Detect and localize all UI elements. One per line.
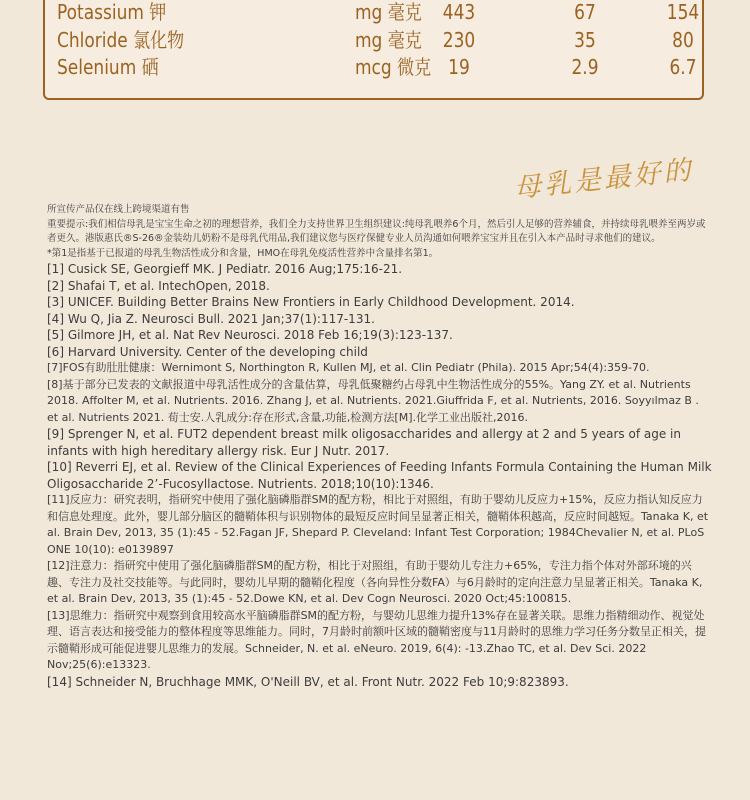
notes-heading: 所宣传产品仅在线上跨境渠道有售 <box>47 204 190 215</box>
reference-1: [1] Cusick SE, Georgieff MK. J Pediatr. 2016 Aug;175:16-21. <box>47 262 403 276</box>
nutrient-name: Selenium 硒 <box>57 55 159 79</box>
reference-2: [2] Shafai T, et al. IntechOpen, 2018. <box>47 278 270 293</box>
important-notice: 重要提示:我们相信母乳是宝宝生命之初的理想营养，我们全力支持世界卫生组织建议:纯母乳喂养6个月，然后引人足够的营养辅食，并持续母乳喂养至两岁或者更久。港版惠氏®S-26®金装幼儿奶粉不是母乳代用品,我们建议您与医疗保健专业人员沟通如何喂养宝宝并且在引入本产品时寻求他们的建议。 <box>47 218 706 244</box>
slogan-calligraphy: 母乳是最好的 <box>512 154 695 205</box>
nutrient-name: Potassium 钾 <box>57 0 167 24</box>
reference-9: [9] Sprenger N, et al. FUT2 dependent breast milk oligosaccharides and allergy at 2 and 5 years of age in infants with high hereditary allergy risk. Eur J Nutr. 2017. <box>47 427 681 458</box>
footnote: *第1是指基于已报道的母乳生物活性成分和含量，HMO在母乳免疫活性营养中含量排名第1。 <box>47 247 439 259</box>
reference-10: [10] Reverri EJ, et al. Review of the Clinical Experiences of Feeding Infants Formula Containing the Human Milk Oligosaccharide 2’-Fucosyllactose. Nutrients. 2018;10(10):1346. <box>47 460 712 491</box>
nutrient-value-3: 80 <box>672 28 694 52</box>
reference-5: [5] Gilmore JH, et al. Nat Rev Neurosci. 2018 Feb 16;19(3):123-137. <box>47 328 453 342</box>
nutrition-table <box>43 0 704 100</box>
nutrient-value-3: 6.7 <box>669 55 697 79</box>
reference-12: [12]注意力：指研究中使用了强化脑磷脂群SM的配方粉，相比于对照组，有助于婴幼儿专注力+65%，专注力指个体对外部环境的兴趣、专注力及社交技能等。与此同时，婴幼儿早期的髓鞘化程度（各向异性分数FA）与6月龄时的定向注意力呈显著正相关。Tanaka K, et al. Brain Dev, 2013, 35 (1):45 - 52.Dowe KN, et al. Dev Cogn Neurosci. 2020 Oct;45:100815. <box>47 559 703 605</box>
reference-13: [13]思维力：指研究中观察到食用较高水平脑磷脂群SM的配方粉，与婴幼儿思维力提升13%存在显著关联。思维力指精细动作、视觉处理、语言表达和接受能力的整体程度等思维能力。同时，7月龄时前额叶区域的髓鞘密度与11月龄时的思维力学习任务分数呈正相关，提示髓鞘形成可能促进婴儿思维力的发展。Schneider, N. et al. eNeuro. 2019, 6(4): -13.Zhao TC, et al. Dev Sci. 2022 Nov;25(6):e13323. <box>47 608 706 671</box>
reference-6: [6] Harvard University. Center of the developing child <box>47 344 368 359</box>
nutrient-value-2: 67 <box>574 0 596 24</box>
nutrient-value-3: 154 <box>666 0 700 24</box>
reference-11: [11]反应力：研究表明，指研究中使用了强化脑磷脂群SM的配方粉，相比于对照组，有助于婴幼儿反应力+15%，反应力指认知反应力和信息处理度。此外，婴儿部分脑区的髓鞘体积与识别物体的最短反应时间呈显著正相关，髓鞘体积越高，反应时间越短。Tanaka K, et al. Brain Dev, 2013, 35 (1):45 - 52.Fagan JF, Shepard P. Cleveland: Infant Test Corporation; 1984Chevalier N, et al. PLoS ONE 10(10): e0139897 <box>47 493 709 556</box>
nutrient-row-chloride <box>45 26 702 54</box>
nutrient-name: Chloride 氯化物 <box>57 28 185 52</box>
reference-4: [4] Wu Q, Jia Z. Neurosci Bull. 2021 Jan;37(1):117-131. <box>47 311 375 326</box>
nutrient-value-2: 2.9 <box>571 55 599 79</box>
nutrient-row-selenium <box>45 53 702 81</box>
reference-14: [14] Schneider N, Bruchhage MMK, O'Neill BV, et al. Front Nutr. 2022 Feb 10;9:823893. <box>47 674 569 689</box>
nutrient-row-potassium <box>45 0 702 26</box>
nutrient-unit: mg 毫克 <box>355 28 422 52</box>
reference-7: [7]FOS有助肚肚健康：Wernimont S, Northington R, Kullen MJ, et al. Clin Pediatr (Phila). 2015 Apr;54(4):359-70. <box>47 361 650 374</box>
reference-8: [8]基于部分已发表的文献报道中母乳活性成分的含量估算，母乳低聚糖约占母乳中生物活性成分的55%。Yang ZY. et al. Nutrients 2018. Affolter M, et al. Nutrients. 2016. Zhang J, et al. Nutrients. 2021.Giuffrida F, et al. Nutrients, 2016. Soyyılmaz B . et al. Nutrients 2021. 荀士安.人乳成分:存在形式,含量,功能,检测方法[M].化学工业出版社,2016. <box>47 377 699 424</box>
footnotes <box>47 203 713 690</box>
nutrient-value-2: 35 <box>574 28 596 52</box>
nutrient-value-1: 443 <box>442 0 476 24</box>
nutrient-value-1: 19 <box>448 55 470 79</box>
reference-3: [3] UNICEF. Building Better Brains New Frontiers in Early Childhood Development. 2014. <box>47 295 575 309</box>
nutrient-unit: mg 毫克 <box>355 0 422 24</box>
nutrient-value-1: 230 <box>442 28 476 52</box>
nutrient-unit: mcg 微克 <box>355 55 432 79</box>
